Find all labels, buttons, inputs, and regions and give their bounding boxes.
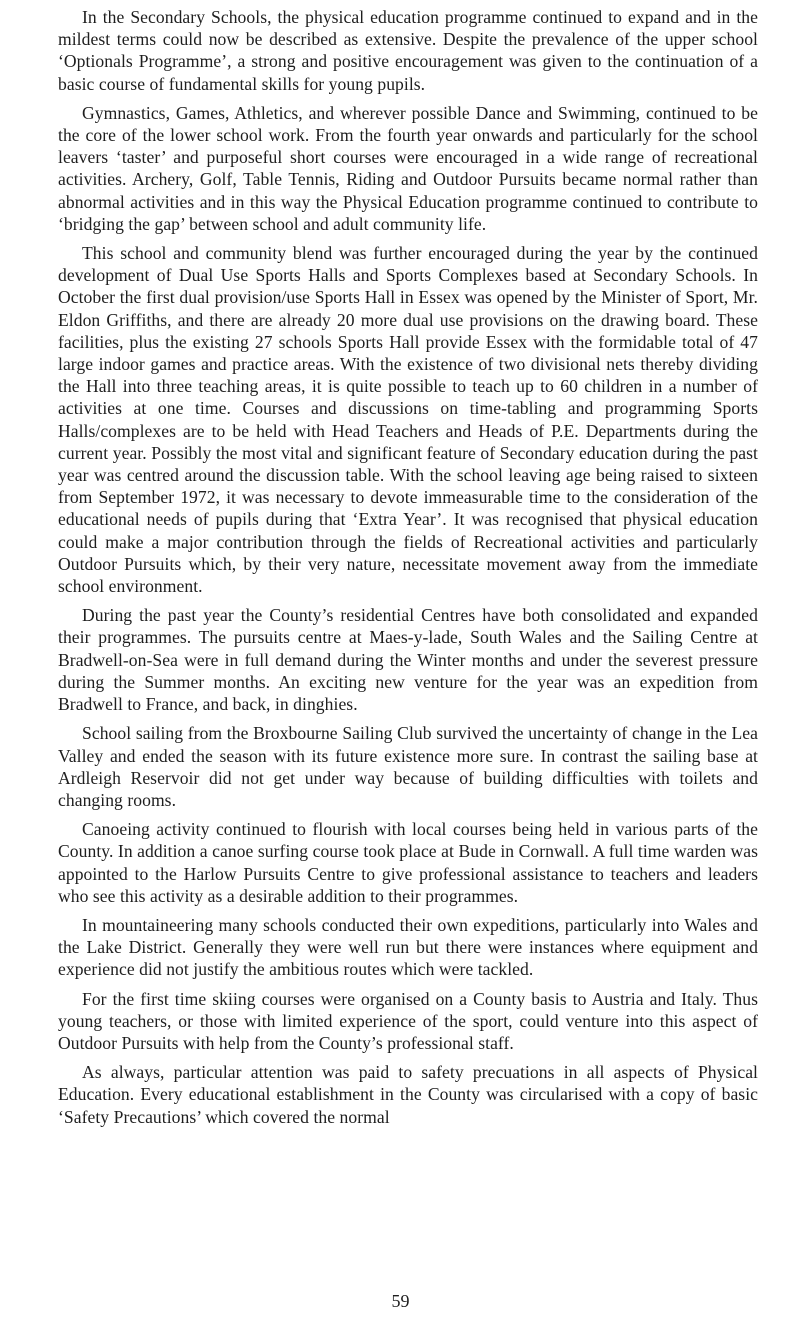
paragraph-safety: As always, particular attention was paid to safety precuations in all aspects of Physical Education. Every educational establishment in the County was circularised with a copy of basic ‘Safety Precautions’ which covered the normal <box>58 1062 758 1127</box>
paragraph-gymnastics: Gymnastics, Games, Athletics, and wherever possible Dance and Swimming, continued to be the core of the lower school work. From the fourth year onwards and particularly for the school leavers ‘taster’ and purposeful short courses were encouraged in a wide range of recreational activities. Archery, Golf, Table Tennis, Riding and Outdoor Pursuits became normal rather than abnormal activities and in this way the Physical Education programme continued to contribute to ‘bridging the gap’ between school and adult community life. <box>58 102 758 234</box>
paragraph-sports-halls: This school and community blend was further encouraged during the year by the continued development of Dual Use Sports Halls and Sports Complexes based at Secondary Schools. In October the first dual provision/use Sports Hall in Essex was opened by the Minister of Sport, Mr. Eldon Griffiths, and there are already 20 more dual use provisions on the drawing board. These facilities, plus the existing 27 schools Sports Hall provide Essex with the formidable total of 47 large indoor games and practice areas. With the existence of two divisional nets thereby dividing the Hall into three teaching areas, it is quite possible to teach up to 60 children in a number of activities at one time. Courses and discussions on time-tabling and programming Sports Halls/complexes are to be held with Head Teachers and Heads of P.E. Departments during the current year. Possibly the most vital and significant feature of Secondary education during the past year was centred around the discussion table. With the school leaving age being raised to sixteen from September 1972, it was necessary to devote immeasurable time to the consideration of the educational needs of pupils during that ‘Extra Year’. It was recognised that physical education could make a major contribution through the fields of Recreational activities and particularly Outdoor Pursuits which, by their very nature, necessitate movement away from the immediate school environment. <box>58 243 758 597</box>
paragraph-mountaineering: In mountaineering many schools conducted their own expeditions, particularly into Wales and the Lake District. Generally they were well run but there were instances where equipment and experience did not justify the ambitious routes which were tackled. <box>58 914 758 980</box>
paragraph-canoeing: Canoeing activity continued to flourish with local courses being held in various parts of the County. In addition a canoe surfing course took place at Bude in Cornwall. A full time warden was appointed to the Harlow Pursuits Centre to give professional assistance to teachers and leaders who see this activity as a desirable addition to their programmes. <box>58 819 758 906</box>
paragraph-residential-centres: During the past year the County’s residential Centres have both consolidated and expanded their programmes. The pursuits centre at Maes-y-lade, South Wales and the Sailing Centre at Bradwell-on-Sea were in full demand during the Winter months and under the severest pressure during the Summer months. An exciting new venture for the year was an expedition from Bradwell to France, and back, in dinghies. <box>58 605 758 715</box>
paragraph-secondary-schools: In the Secondary Schools, the physical education programme continued to expand and in the mildest terms could now be described as extensive. Despite the prevalence of the upper school ‘Optionals Programme’, a strong and positive encouragement was given to the continuation of a basic course of fundamental skills for young pupils. <box>58 7 758 94</box>
paragraph-school-sailing: School sailing from the Broxbourne Sailing Club survived the uncertainty of change in the Lea Valley and ended the season with its future existence more sure. In contrast the sailing base at Ardleigh Reservoir did not get under way because of building difficulties with toilets and changing rooms. <box>58 723 758 810</box>
paragraph-skiing: For the first time skiing courses were organised on a County basis to Austria and Italy. Thus young teachers, or those with limited experience of the sport, could venture into this aspect of Outdoor Pursuits with help from the County’s professional staff. <box>58 988 758 1053</box>
document-body <box>58 6 758 1135</box>
page-number: 59 <box>391 1291 410 1311</box>
